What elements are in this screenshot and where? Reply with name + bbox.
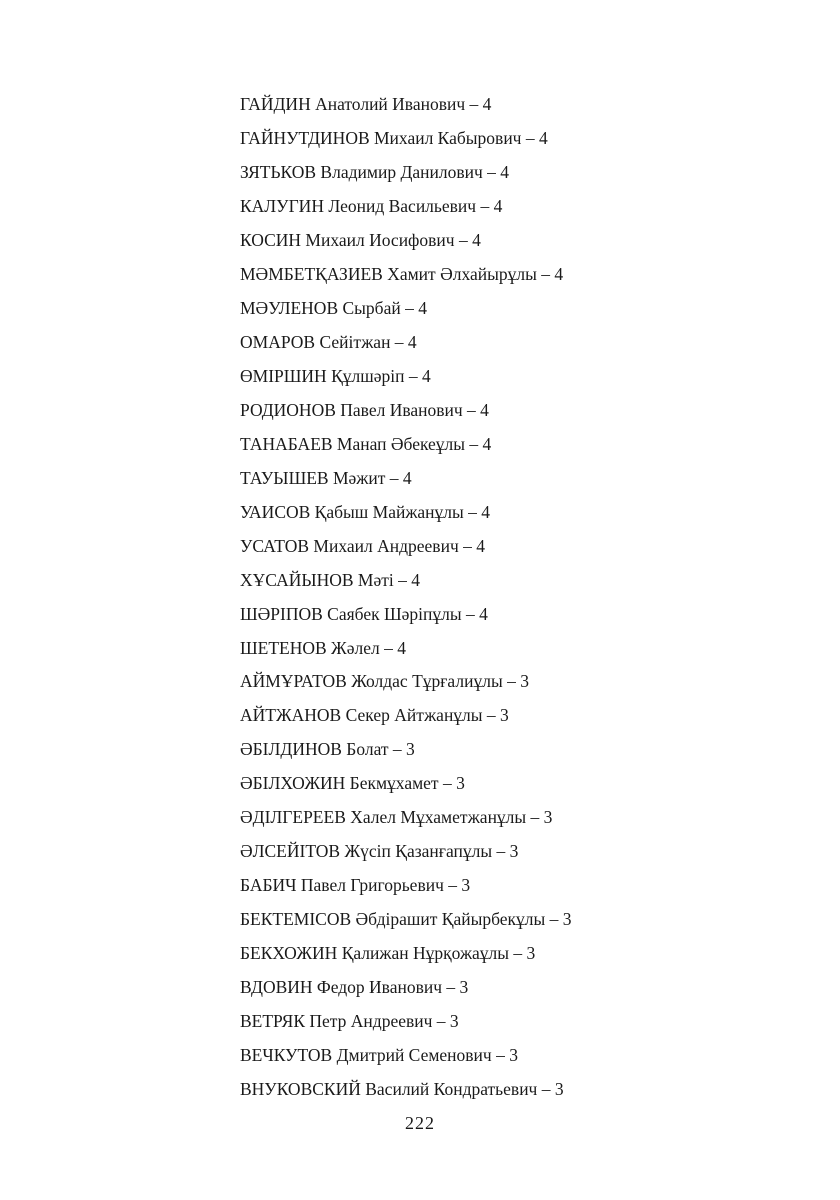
list-item: БАБИЧ Павел Григорьевич – 3	[240, 875, 471, 896]
list-item: РОДИОНОВ Павел Иванович – 4	[240, 399, 489, 420]
list-item: ТАНАБАЕВ Манап Әбекеұлы – 4	[240, 433, 492, 454]
list-item: МӘУЛЕНОВ Сырбай – 4	[240, 297, 427, 318]
list-item: БЕКТЕМІСОВ Әбдірашит Қайырбекұлы – 3	[240, 909, 572, 930]
list-item: УСАТОВ Михаил Андреевич – 4	[240, 535, 485, 556]
list-item: КАЛУГИН Леонид Васильевич – 4	[240, 195, 503, 216]
list-item: ШӘРІПОВ Саябек Шәріпұлы – 4	[240, 603, 488, 624]
list-item: ВЕЧКУТОВ Дмитрий Семенович – 3	[240, 1045, 518, 1066]
list-item: ВЕТРЯК Петр Андреевич – 3	[240, 1011, 459, 1032]
list-item: ЗЯТЬКОВ Владимир Данилович – 4	[240, 161, 510, 182]
list-item: ВНУКОВСКИЙ Василий Кондратьевич – 3	[240, 1079, 564, 1100]
list-item: ӘБІЛДИНОВ Болат – 3	[240, 739, 415, 760]
list-item: ВДОВИН Федор Иванович – 3	[240, 977, 469, 998]
list-item: ШЕТЕНОВ Жәлел – 4	[240, 637, 406, 658]
list-item: ГАЙДИН Анатолий Иванович – 4	[240, 94, 492, 114]
list-item: ХҰСАЙЫНОВ Мәті – 4	[240, 569, 421, 590]
list-item: ӘЛСЕЙІТОВ Жүсіп Қазанғапұлы – 3	[240, 841, 519, 862]
list-item: МӘМБЕТҚАЗИЕВ Хамит Әлхайырұлы – 4	[240, 263, 564, 284]
page-number: 222	[405, 1113, 435, 1133]
list-item: ТАУЫШЕВ Мәжит – 4	[240, 467, 412, 488]
list-item: БЕКХОЖИН Қалижан Нұрқожаұлы – 3	[240, 943, 536, 964]
list-item: КОСИН Михаил Иосифович – 4	[240, 229, 481, 250]
list-item: АЙТЖАНОВ Секер Айтжанұлы – 3	[240, 705, 509, 726]
list-item: ОМАРОВ Сейітжан – 4	[240, 331, 417, 352]
list-item: УАИСОВ Қабыш Майжанұлы – 4	[240, 501, 491, 522]
list-item: АЙМҰРАТОВ Жолдас Тұрғалиұлы – 3	[240, 671, 529, 692]
list-item: ӘБІЛХОЖИН Бекмұхамет – 3	[240, 773, 465, 794]
name-list	[240, 88, 572, 1107]
list-item: ӘДІЛГЕРЕЕВ Халел Мұхаметжанұлы – 3	[240, 807, 553, 828]
list-item: ӨМІРШИН Құлшәріп – 4	[240, 365, 431, 386]
list-item: ГАЙНУТДИНОВ Михаил Кабырович – 4	[240, 127, 548, 148]
